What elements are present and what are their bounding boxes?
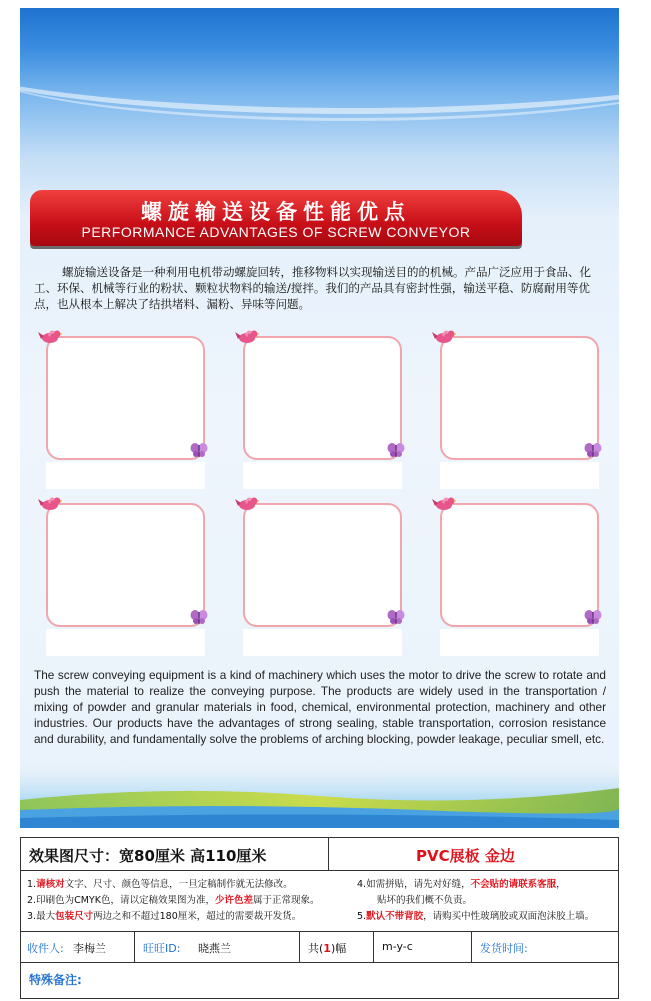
size-row [21, 838, 618, 871]
butterfly-icon [387, 442, 405, 458]
note-text: 默认不带背胶 [366, 911, 424, 922]
note-text: 如需拼贴，请先对好缝， [366, 879, 471, 890]
title-chinese: 螺旋输送设备性能优点 [141, 200, 411, 224]
note-number: 4. [357, 879, 367, 890]
frame-border [243, 503, 402, 627]
recipient-name: 李梅兰 [73, 942, 106, 955]
notes-block [21, 871, 618, 932]
remark-label: 特殊备注: [29, 973, 82, 987]
recipient-row [21, 932, 618, 963]
frame-caption-box [243, 462, 402, 489]
note-text: 最大 [36, 911, 56, 922]
frame-border [440, 336, 599, 460]
size-label: 效果图尺寸：宽80厘米 高110厘米 [29, 847, 267, 865]
order-code: m-y-c [382, 940, 413, 953]
bird-icon [38, 326, 62, 346]
ship-time-label: 发货时间: [480, 942, 528, 955]
poster-board [20, 8, 619, 828]
title-english: PERFORMANCE ADVANTAGES OF SCREW CONVEYOR [81, 224, 471, 240]
note-text: 不会贴的请联系客服 [470, 879, 557, 890]
note-number: 5. [357, 911, 367, 922]
note-number: 3. [27, 911, 37, 922]
note-text: 印刷色为CMYK色，请以定稿效果图为准， [36, 895, 215, 906]
note-text: 请核对 [36, 879, 65, 890]
bird-icon [38, 493, 62, 513]
note-text: ，请购买中性玻璃胶或双面泡沫胶上墙。 [423, 911, 595, 922]
wangwang-name: 晓燕兰 [198, 942, 231, 955]
butterfly-icon [190, 442, 208, 458]
butterfly-icon [387, 609, 405, 625]
note-line [357, 893, 617, 909]
header-swoosh-thin [20, 8, 619, 121]
recipient-label: 收件人: [27, 942, 64, 955]
notes-left [27, 877, 347, 925]
intro-english: The screw conveying equipment is a kind of machinery which uses the motor to drive the screw to rotate and push the material to realize the conveying purpose. The products are widely used in the transportation / mixing of powder and granular materials in food, chemical, environmental protection, machinery and other industries. Our products have the advantages of strong sealing, stable transportation, corrosion resistance and durability, and fundamentally solve the problems of arching blocking, powder leakage, peculiar smell, etc. [34, 668, 606, 746]
note-text: 包装尺寸 [55, 911, 94, 922]
note-line [27, 909, 347, 925]
frame-caption-box [440, 462, 599, 489]
note-text: ， [556, 879, 566, 890]
bird-icon [235, 493, 259, 513]
frame-caption-box [46, 629, 205, 656]
note-text: 文字、尺寸、颜色等信息，一旦定稿制作就无法修改。 [64, 879, 293, 890]
butterfly-icon [584, 442, 602, 458]
bird-icon [432, 493, 456, 513]
intro-chinese: 螺旋输送设备是一种利用电机带动螺旋回转，推移物料以实现输送目的的机械。产品广泛应用于食品、化工、环保、机械等行业的粉状、颗粒状物料的输送/搅拌。我们的产品具有密封性强，输送平稳、防腐耐用等优点，也从根本上解决了结拱堵料、漏粉、异味等问题。 [34, 265, 591, 311]
frame-caption-box [243, 629, 402, 656]
bottom-grass-band [20, 758, 619, 828]
butterfly-icon [190, 609, 208, 625]
notes-right [357, 877, 617, 925]
frame-border [243, 336, 402, 460]
frame-caption-box [46, 462, 205, 489]
title-banner [30, 190, 522, 246]
frame-border [46, 503, 205, 627]
sheet-count: 共(1)幅 [308, 942, 347, 955]
note-text: 属于正常现象。 [252, 895, 320, 906]
note-line [357, 909, 617, 925]
frame-border [46, 336, 205, 460]
order-form [20, 837, 619, 999]
note-number: 2. [27, 895, 37, 906]
note-line [357, 877, 617, 893]
frame-caption-box [440, 629, 599, 656]
material-label: PVC展板 金边 [416, 847, 515, 865]
note-line [27, 877, 347, 893]
bird-icon [235, 326, 259, 346]
butterfly-icon [584, 609, 602, 625]
note-number: 1. [27, 879, 37, 890]
note-text: 贴坏的我们概不负责。 [377, 895, 473, 906]
bird-icon [432, 326, 456, 346]
note-text: 少许色差 [214, 895, 253, 906]
wangwang-label: 旺旺ID: [143, 942, 181, 955]
note-line [27, 893, 347, 909]
note-text: 两边之和不超过180厘米，超过的需要裁开发货。 [93, 911, 302, 922]
frame-border [440, 503, 599, 627]
